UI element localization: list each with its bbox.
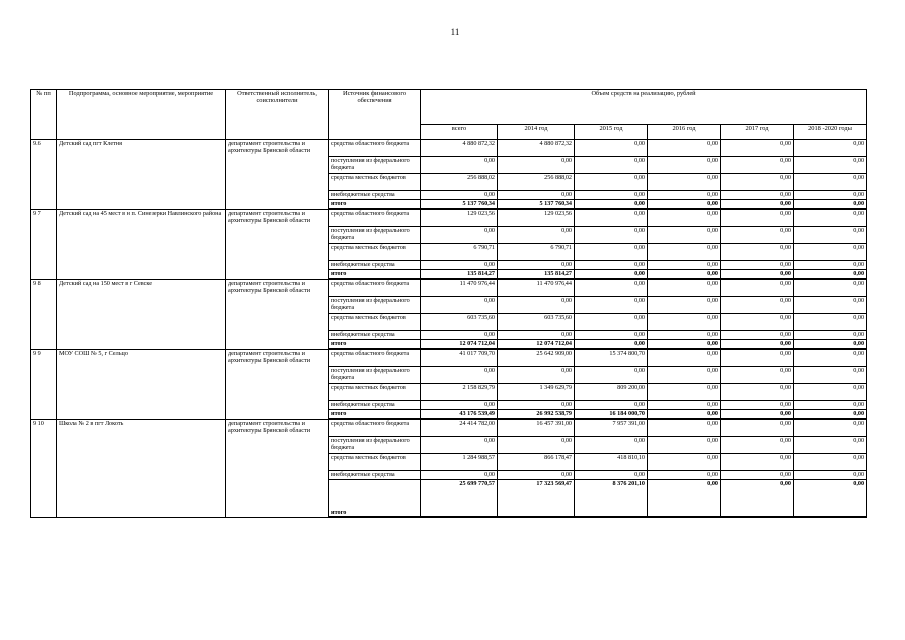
amount-cell: 0,00 xyxy=(721,480,794,518)
source-local: средства местных бюджетов xyxy=(329,314,421,331)
table-row xyxy=(31,140,867,157)
amount-cell: 0,00 xyxy=(575,471,648,480)
amount-cell: 0,00 xyxy=(575,331,648,340)
amount-cell: 0,00 xyxy=(794,157,867,174)
amount-cell: 0,00 xyxy=(721,227,794,244)
amount-cell: 0,00 xyxy=(794,244,867,261)
amount-cell: 0,00 xyxy=(648,471,721,480)
amount-cell: 17 323 569,47 xyxy=(498,480,575,518)
item-number: 9 10 xyxy=(31,419,57,517)
source-federal: поступления из федерального бюджета xyxy=(329,157,421,174)
amount-cell: 0,00 xyxy=(498,191,575,200)
amount-cell: 0,00 xyxy=(794,227,867,244)
amount-cell: 256 888,02 xyxy=(498,174,575,191)
amount-cell: 0,00 xyxy=(794,471,867,480)
amount-cell: 603 735,60 xyxy=(498,314,575,331)
source-regional: средства областного бюджета xyxy=(329,419,421,437)
amount-cell: 0,00 xyxy=(721,454,794,471)
amount-cell: 0,00 xyxy=(648,191,721,200)
amount-cell: 0,00 xyxy=(421,331,498,340)
amount-cell: 0,00 xyxy=(794,401,867,410)
amount-cell: 0,00 xyxy=(648,314,721,331)
amount-cell: 0,00 xyxy=(421,367,498,384)
amount-cell: 8 376 201,10 xyxy=(575,480,648,518)
amount-cell: 135 814,27 xyxy=(421,270,498,280)
amount-cell: 0,00 xyxy=(575,140,648,157)
amount-cell: 0,00 xyxy=(648,227,721,244)
budget-table-body xyxy=(31,140,867,518)
amount-cell: 0,00 xyxy=(794,454,867,471)
amount-cell: 0,00 xyxy=(794,270,867,280)
header-num: № пп xyxy=(31,90,57,140)
amount-cell: 0,00 xyxy=(721,419,794,437)
amount-cell: 0,00 xyxy=(421,191,498,200)
item-number: 9 8 xyxy=(31,279,57,349)
amount-cell: 0,00 xyxy=(575,314,648,331)
amount-cell: 0,00 xyxy=(648,140,721,157)
source-total: итого xyxy=(329,200,421,210)
source-total: итого xyxy=(329,480,421,518)
amount-cell: 0,00 xyxy=(648,174,721,191)
amount-cell: 256 888,02 xyxy=(421,174,498,191)
amount-cell: 0,00 xyxy=(648,209,721,227)
amount-cell: 0,00 xyxy=(648,384,721,401)
amount-cell: 0,00 xyxy=(721,384,794,401)
amount-cell: 6 790,71 xyxy=(498,244,575,261)
item-number: 9 7 xyxy=(31,209,57,279)
table-row xyxy=(31,279,867,297)
amount-cell: 0,00 xyxy=(421,261,498,270)
amount-cell: 0,00 xyxy=(721,410,794,420)
table-row xyxy=(31,349,867,367)
header-volume: Объем средств на реализацию, рублей xyxy=(421,90,867,125)
amount-cell: 7 957 391,00 xyxy=(575,419,648,437)
amount-cell: 0,00 xyxy=(498,227,575,244)
amount-cell: 0,00 xyxy=(421,471,498,480)
amount-cell: 1 284 988,57 xyxy=(421,454,498,471)
amount-cell: 0,00 xyxy=(498,157,575,174)
amount-cell: 0,00 xyxy=(575,297,648,314)
amount-cell: 0,00 xyxy=(498,471,575,480)
amount-cell: 0,00 xyxy=(575,279,648,297)
amount-cell: 26 992 538,79 xyxy=(498,410,575,420)
amount-cell: 43 176 539,49 xyxy=(421,410,498,420)
header-year-2018-2020: 2018 -2020 годы xyxy=(794,125,867,140)
amount-cell: 0,00 xyxy=(648,244,721,261)
amount-cell: 0,00 xyxy=(498,261,575,270)
amount-cell: 0,00 xyxy=(794,314,867,331)
amount-cell: 0,00 xyxy=(794,209,867,227)
amount-cell: 0,00 xyxy=(575,157,648,174)
header-year-2016: 2016 год xyxy=(648,125,721,140)
amount-cell: 1 349 629,79 xyxy=(498,384,575,401)
source-local: средства местных бюджетов xyxy=(329,454,421,471)
budget-table xyxy=(30,89,867,518)
source-local: средства местных бюджетов xyxy=(329,244,421,261)
amount-cell: 0,00 xyxy=(721,340,794,350)
amount-cell: 0,00 xyxy=(498,367,575,384)
amount-cell: 0,00 xyxy=(575,270,648,280)
amount-cell: 11 470 976,44 xyxy=(498,279,575,297)
source-extra: внебюджетные средства xyxy=(329,261,421,270)
amount-cell: 25 642 909,00 xyxy=(498,349,575,367)
amount-cell: 0,00 xyxy=(794,261,867,270)
amount-cell: 0,00 xyxy=(648,367,721,384)
amount-cell: 12 074 712,04 xyxy=(498,340,575,350)
amount-cell: 0,00 xyxy=(648,261,721,270)
amount-cell: 0,00 xyxy=(721,244,794,261)
amount-cell: 0,00 xyxy=(421,401,498,410)
amount-cell: 0,00 xyxy=(648,349,721,367)
amount-cell: 0,00 xyxy=(575,340,648,350)
amount-cell: 0,00 xyxy=(648,157,721,174)
amount-cell: 866 178,47 xyxy=(498,454,575,471)
header-year-total: всего xyxy=(421,125,498,140)
amount-cell: 5 137 760,34 xyxy=(421,200,498,210)
item-name: Детский сад на 150 мест в г Севске xyxy=(57,279,226,349)
amount-cell: 0,00 xyxy=(648,200,721,210)
amount-cell: 418 810,10 xyxy=(575,454,648,471)
amount-cell: 0,00 xyxy=(575,437,648,454)
amount-cell: 0,00 xyxy=(648,401,721,410)
amount-cell: 0,00 xyxy=(721,174,794,191)
amount-cell: 0,00 xyxy=(498,297,575,314)
table-row xyxy=(31,419,867,437)
amount-cell: 0,00 xyxy=(648,480,721,518)
item-name: Детский сад пгт Клетня xyxy=(57,140,226,210)
amount-cell: 0,00 xyxy=(721,157,794,174)
table-row xyxy=(31,209,867,227)
amount-cell: 0,00 xyxy=(794,174,867,191)
amount-cell: 0,00 xyxy=(794,279,867,297)
source-federal: поступления из федерального бюджета xyxy=(329,297,421,314)
amount-cell: 0,00 xyxy=(575,209,648,227)
item-executor: департамент строительства и архитектуры Брянской области xyxy=(226,349,329,419)
amount-cell: 135 814,27 xyxy=(498,270,575,280)
item-name: Детский сад на 45 мест в н п. Синезерки Навлинского района xyxy=(57,209,226,279)
amount-cell: 0,00 xyxy=(575,367,648,384)
source-federal: поступления из федерального бюджета xyxy=(329,367,421,384)
amount-cell: 603 735,60 xyxy=(421,314,498,331)
amount-cell: 4 880 872,32 xyxy=(421,140,498,157)
amount-cell: 0,00 xyxy=(648,454,721,471)
item-number: 9 9 xyxy=(31,349,57,419)
amount-cell: 0,00 xyxy=(721,279,794,297)
amount-cell: 0,00 xyxy=(721,270,794,280)
amount-cell: 0,00 xyxy=(794,437,867,454)
item-executor: департамент строительства и архитектуры Брянской области xyxy=(226,209,329,279)
amount-cell: 0,00 xyxy=(575,401,648,410)
amount-cell: 0,00 xyxy=(575,261,648,270)
item-name: Школа № 2 в пгт Локоть xyxy=(57,419,226,517)
amount-cell: 0,00 xyxy=(794,367,867,384)
amount-cell: 0,00 xyxy=(421,157,498,174)
amount-cell: 0,00 xyxy=(721,471,794,480)
amount-cell: 0,00 xyxy=(721,200,794,210)
amount-cell: 129 023,56 xyxy=(498,209,575,227)
header-year-2017: 2017 год xyxy=(721,125,794,140)
amount-cell: 0,00 xyxy=(575,227,648,244)
amount-cell: 41 017 709,70 xyxy=(421,349,498,367)
amount-cell: 0,00 xyxy=(794,331,867,340)
item-executor: департамент строительства и архитектуры Брянской области xyxy=(226,140,329,210)
amount-cell: 0,00 xyxy=(648,270,721,280)
amount-cell: 0,00 xyxy=(721,401,794,410)
source-local: средства местных бюджетов xyxy=(329,174,421,191)
amount-cell: 0,00 xyxy=(794,200,867,210)
amount-cell: 0,00 xyxy=(794,349,867,367)
amount-cell: 0,00 xyxy=(721,140,794,157)
amount-cell: 0,00 xyxy=(794,384,867,401)
amount-cell: 0,00 xyxy=(794,140,867,157)
amount-cell: 0,00 xyxy=(575,244,648,261)
item-number: 9.6 xyxy=(31,140,57,210)
amount-cell: 12 074 712,04 xyxy=(421,340,498,350)
source-regional: средства областного бюджета xyxy=(329,279,421,297)
item-name: МОУ СОШ № 5, г Сельцо xyxy=(57,349,226,419)
source-total: итого xyxy=(329,340,421,350)
page-number: 11 xyxy=(450,27,460,37)
source-regional: средства областного бюджета xyxy=(329,349,421,367)
amount-cell: 15 374 800,70 xyxy=(575,349,648,367)
header-executor: Ответственный исполнитель, соисполнители xyxy=(226,90,329,140)
amount-cell: 0,00 xyxy=(794,480,867,518)
amount-cell: 0,00 xyxy=(721,261,794,270)
amount-cell: 4 880 872,32 xyxy=(498,140,575,157)
source-extra: внебюджетные средства xyxy=(329,401,421,410)
source-regional: средства областного бюджета xyxy=(329,209,421,227)
amount-cell: 129 023,56 xyxy=(421,209,498,227)
amount-cell: 0,00 xyxy=(575,200,648,210)
amount-cell: 0,00 xyxy=(498,331,575,340)
amount-cell: 0,00 xyxy=(421,437,498,454)
source-federal: поступления из федерального бюджета xyxy=(329,437,421,454)
amount-cell: 0,00 xyxy=(575,174,648,191)
source-local: средства местных бюджетов xyxy=(329,384,421,401)
amount-cell: 0,00 xyxy=(721,349,794,367)
amount-cell: 0,00 xyxy=(721,209,794,227)
amount-cell: 16 457 391,00 xyxy=(498,419,575,437)
header-source: Источник финансового обеспечения xyxy=(329,90,421,140)
amount-cell: 0,00 xyxy=(721,331,794,340)
amount-cell: 0,00 xyxy=(721,437,794,454)
amount-cell: 5 137 760,34 xyxy=(498,200,575,210)
amount-cell: 0,00 xyxy=(421,297,498,314)
item-executor: департамент строительства и архитектуры Брянской области xyxy=(226,419,329,517)
amount-cell: 809 200,00 xyxy=(575,384,648,401)
amount-cell: 0,00 xyxy=(721,314,794,331)
amount-cell: 24 414 782,00 xyxy=(421,419,498,437)
amount-cell: 2 158 829,79 xyxy=(421,384,498,401)
amount-cell: 0,00 xyxy=(648,419,721,437)
amount-cell: 0,00 xyxy=(648,410,721,420)
source-regional: средства областного бюджета xyxy=(329,140,421,157)
amount-cell: 0,00 xyxy=(498,437,575,454)
amount-cell: 0,00 xyxy=(575,191,648,200)
source-extra: внебюджетные средства xyxy=(329,331,421,340)
header-year-2015: 2015 год xyxy=(575,125,648,140)
amount-cell: 6 790,71 xyxy=(421,244,498,261)
source-extra: внебюджетные средства xyxy=(329,471,421,480)
amount-cell: 16 184 000,70 xyxy=(575,410,648,420)
amount-cell: 0,00 xyxy=(794,340,867,350)
amount-cell: 0,00 xyxy=(648,279,721,297)
amount-cell: 0,00 xyxy=(648,331,721,340)
amount-cell: 0,00 xyxy=(721,191,794,200)
amount-cell: 11 470 976,44 xyxy=(421,279,498,297)
header-year-2014: 2014 год xyxy=(498,125,575,140)
amount-cell: 0,00 xyxy=(648,340,721,350)
amount-cell: 0,00 xyxy=(721,297,794,314)
item-executor: департамент строительства и архитектуры Брянской области xyxy=(226,279,329,349)
source-federal: поступления из федерального бюджета xyxy=(329,227,421,244)
source-extra: внебюджетные средства xyxy=(329,191,421,200)
source-total: итого xyxy=(329,270,421,280)
amount-cell: 0,00 xyxy=(498,401,575,410)
amount-cell: 0,00 xyxy=(648,437,721,454)
header-program: Подпрограмма, основное мероприятие, мероприятие xyxy=(57,90,226,140)
amount-cell: 0,00 xyxy=(794,419,867,437)
source-total: итого xyxy=(329,410,421,420)
amount-cell: 0,00 xyxy=(794,191,867,200)
amount-cell: 25 699 770,57 xyxy=(421,480,498,518)
amount-cell: 0,00 xyxy=(794,297,867,314)
amount-cell: 0,00 xyxy=(794,410,867,420)
amount-cell: 0,00 xyxy=(421,227,498,244)
amount-cell: 0,00 xyxy=(648,297,721,314)
amount-cell: 0,00 xyxy=(721,367,794,384)
